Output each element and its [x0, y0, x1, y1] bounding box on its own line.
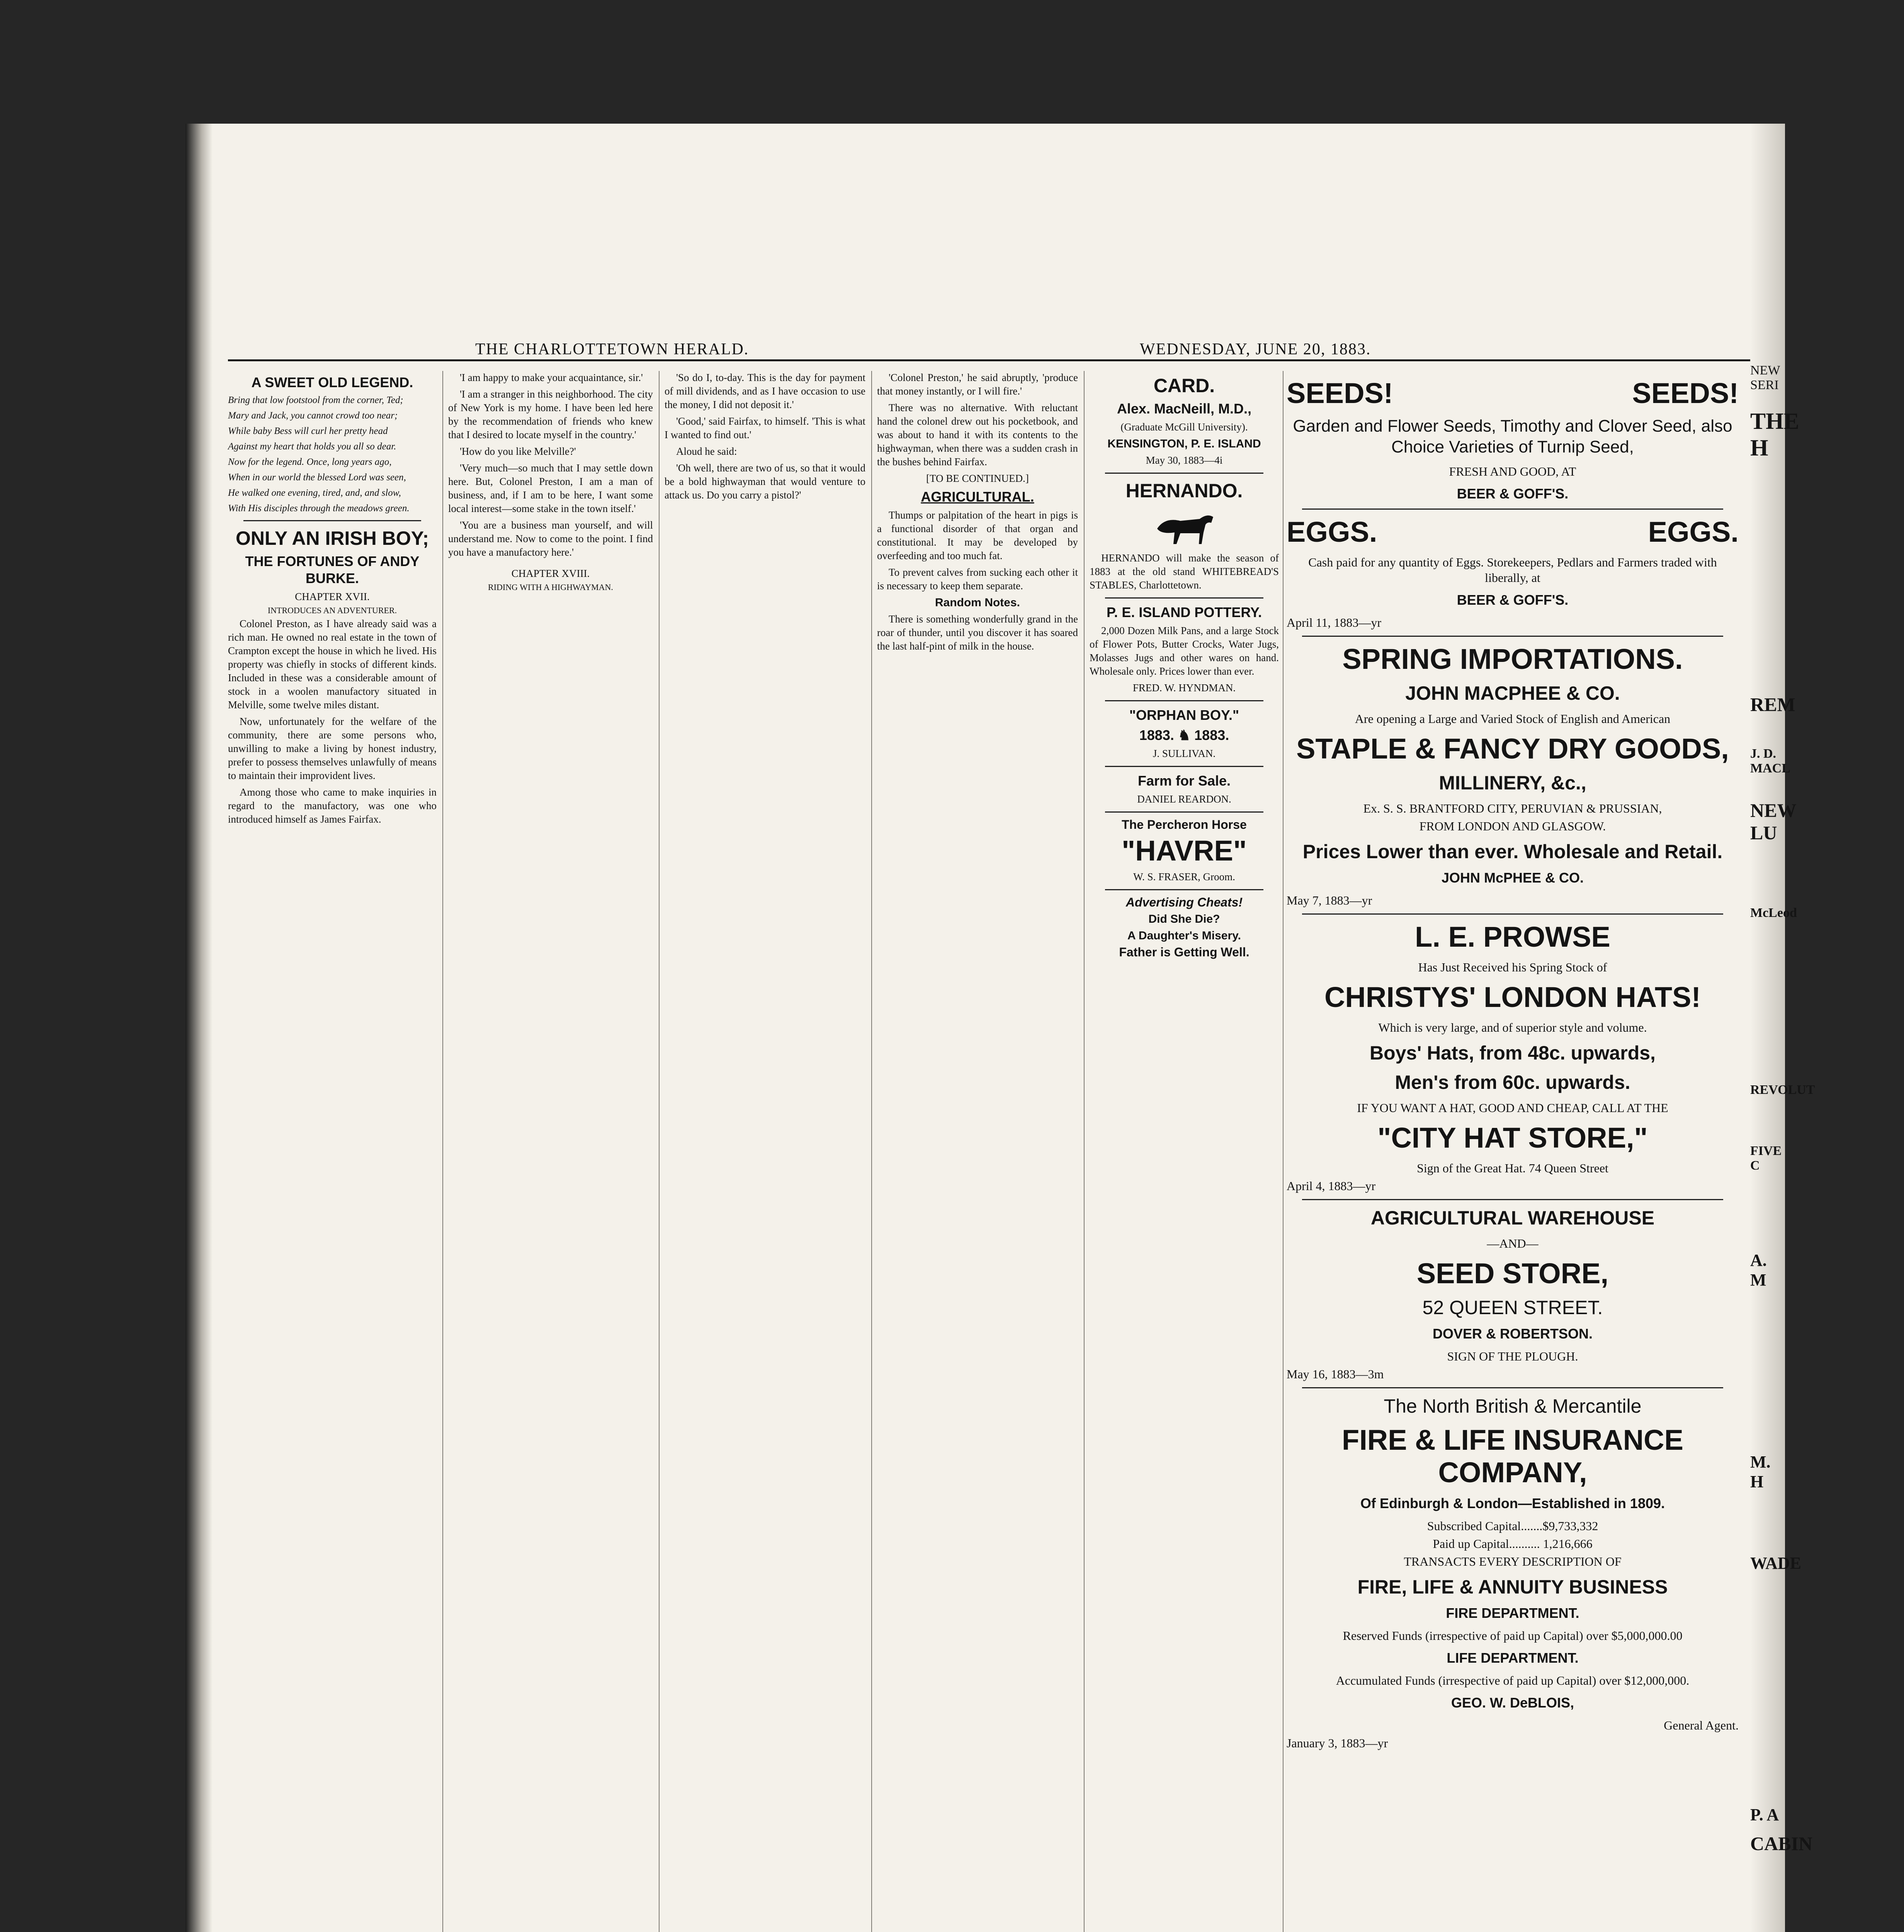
hernando-title: HERNANDO.: [1125, 480, 1243, 502]
macphee-date: May 7, 1883—yr: [1287, 893, 1372, 907]
story-subheadline: THE FORTUNES OF ANDY BURKE.: [245, 553, 420, 586]
column-5: [1090, 371, 1279, 1932]
article-paragraph: 'I am happy to make your acquaintance, sir.': [460, 372, 643, 383]
divider: [1302, 636, 1723, 637]
poem-line: While baby Bess will curl her pretty head: [228, 426, 388, 436]
card-date: May 30, 1883—4i: [1146, 454, 1223, 466]
nb-date: January 3, 1883—yr: [1287, 1736, 1388, 1750]
strip-text: NEW SERI: [1750, 363, 1780, 392]
strip-text: A. M: [1750, 1251, 1767, 1289]
millinery: MILLINERY, &c.,: [1439, 772, 1586, 794]
spring-title: SPRING IMPORTATIONS.: [1342, 643, 1683, 675]
father-title: Father is Getting Well.: [1119, 945, 1250, 959]
misery-title: A Daughter's Misery.: [1127, 929, 1241, 942]
poem-line: Bring that low footstool from the corner, Ted;: [228, 395, 403, 405]
article-paragraph: Among those who came to make inquiries in regard to the manufactory, was one who introduced himself as James Fairfax.: [228, 786, 437, 825]
boys-hats: Boys' Hats, from 48c. upwards,: [1370, 1042, 1656, 1064]
seeds-text: Garden and Flower Seeds, Timothy and Clover Seed, also Choice Varieties of Turnip Seed,: [1293, 417, 1732, 456]
column-rule: [1283, 371, 1284, 1932]
horse-icon: ♞: [1178, 727, 1191, 743]
farm-sale-title: Farm for Sale.: [1137, 773, 1231, 789]
divider: [1302, 1387, 1723, 1388]
year-left: 1883.: [1139, 727, 1174, 743]
strip-text: REVOLUT: [1750, 1083, 1815, 1097]
card-title: CARD.: [1153, 375, 1215, 396]
divider: [1105, 889, 1263, 890]
die-title: Did She Die?: [1148, 913, 1220, 925]
divider: [1302, 1199, 1723, 1200]
dover-date: May 16, 1883—3m: [1287, 1367, 1384, 1381]
staple-goods: STAPLE & FANCY DRY GOODS,: [1296, 733, 1729, 765]
article-paragraph: 'Very much—so much that I may settle down here. But, Colonel Preston, I am a man of business, and, if I am to be here, I want some local interest—some stake in the town itself.': [448, 462, 653, 514]
havre-sign: W. S. FRASER, Groom.: [1133, 871, 1235, 883]
sign-plough: SIGN OF THE PLOUGH.: [1447, 1349, 1578, 1363]
pottery-sign: FRED. W. HYNDMAN.: [1132, 682, 1236, 694]
chapter-heading: CHAPTER XVIII.: [511, 568, 590, 579]
poem-line: He walked one evening, tired, and, and slow,: [228, 488, 401, 498]
beer-goff: BEER & GOFF'S.: [1457, 486, 1569, 502]
article-paragraph: Thumps or palpitation of the heart in pigs is a functional disorder of that organ and constitutional. It may be developed by overfeeding and too much fat.: [877, 509, 1078, 561]
beer-goff: BEER & GOFF'S.: [1457, 592, 1569, 608]
orphan-sign: J. SULLIVAN.: [1153, 748, 1216, 759]
reserved-funds: Reserved Funds (irrespective of paid up Capital) over $5,000,000.00: [1343, 1629, 1683, 1643]
eggs-left: EGGS.: [1287, 516, 1377, 548]
strip-text: M. H: [1750, 1452, 1771, 1491]
fire-dept: FIRE DEPARTMENT.: [1446, 1605, 1579, 1621]
sign-of-hat: Sign of the Great Hat. 74 Queen Street: [1417, 1161, 1608, 1175]
general-agent: General Agent.: [1664, 1718, 1739, 1732]
story-headline: ONLY AN IRISH BOY;: [235, 527, 429, 549]
strip-text: P. A: [1750, 1805, 1779, 1824]
chapter-heading: CHAPTER XVII.: [295, 591, 370, 602]
masthead-title: THE CHARLOTTETOWN HERALD.: [475, 340, 749, 358]
newspaper-page: [185, 124, 1815, 1932]
macphee-ships: Ex. S. S. BRANTFORD CITY, PERUVIAN & PRUSSIAN,: [1363, 801, 1662, 815]
adjacent-page-strip: [1750, 124, 1815, 1932]
card-grad: (Graduate McGill University).: [1120, 421, 1248, 433]
eggs-heading: [1287, 516, 1739, 548]
macphee-from: FROM LONDON AND GLASGOW.: [1419, 819, 1606, 833]
strip-text: NEW LU: [1750, 799, 1796, 844]
strip-text: REM: [1750, 694, 1795, 715]
edinburgh: Of Edinburgh & London—Established in 1809.: [1360, 1495, 1665, 1511]
debloise: GEO. W. DeBLOIS,: [1451, 1695, 1574, 1711]
eggs-right: EGGS.: [1648, 516, 1739, 548]
poem-line: When in our world the blessed Lord was seen,: [228, 472, 406, 483]
poem-line: Against my heart that holds you all so dear.: [228, 441, 396, 452]
mens-hats: Men's from 60c. upwards.: [1395, 1071, 1630, 1093]
article-paragraph: Aloud he said:: [676, 446, 737, 457]
divider: [1302, 509, 1723, 510]
strip-text: FIVE C: [1750, 1144, 1782, 1173]
article-paragraph: 2,000 Dozen Milk Pans, and a large Stock of Flower Pots, Butter Crocks, Water Jugs, Molasses Jugs and other wares on hand. Wholesale only. Prices lower than ever.: [1090, 625, 1279, 677]
divider: [1302, 913, 1723, 915]
article-paragraph: To prevent calves from sucking each other it is necessary to keep them separate.: [877, 566, 1078, 592]
divider: [1105, 597, 1263, 599]
column-rule: [442, 371, 443, 1932]
seeds-left: SEEDS!: [1287, 377, 1393, 409]
divider: [1105, 700, 1263, 701]
divider: [243, 520, 421, 521]
article-paragraph: 'You are a business man yourself, and will understand me. Now to come to the point. I find you have a manufactory here.': [448, 519, 653, 558]
macphee-sign: JOHN McPHEE & CO.: [1441, 870, 1584, 886]
article-paragraph: 'Oh well, there are two of us, so that it would be a bold highwayman that would venture to attack us. Do you carry a pistol?': [665, 462, 865, 501]
percheron-title: The Percheron Horse: [1122, 818, 1247, 832]
nb-title: The North British & Mercantile: [1384, 1395, 1642, 1417]
column-rule: [871, 371, 872, 1932]
seeds-right: SEEDS!: [1632, 377, 1739, 409]
poem-line: Mary and Jack, you cannot crowd too near;: [228, 410, 398, 421]
strip-text: THE H: [1750, 408, 1799, 461]
article-paragraph: Now, unfortunately for the welfare of the community, there are some persons who, unwilling to make a living by honest industry, prefer to possess themselves unlawfully of means to maintain their improvident lives.: [228, 716, 437, 781]
article-paragraph: Colonel Preston, as I have already said was a rich man. He owned no real estate in the town of Crampton except the house in which he lived. His property was chiefly in stocks of different kinds. Included in these was a considerable amount of stock in a woolen manufactory situated in Melville, some twelve miles distant.: [228, 618, 437, 711]
prowse-sub: Has Just Received his Spring Stock of: [1418, 960, 1607, 974]
fire-life-company: FIRE & LIFE INSURANCE COMPANY,: [1342, 1424, 1683, 1488]
card-name: Alex. MacNeill, M.D.,: [1117, 401, 1252, 417]
article-paragraph: 'I am a stranger in this neighborhood. The city of New York is my home. I have been led here by the recommendation of friends who knew that I desired to locate myself in the country.': [448, 388, 653, 440]
chapter-subheading: RIDING WITH A HIGHWAYMAN.: [488, 582, 613, 592]
strip-text: McLeod: [1750, 906, 1797, 920]
article-paragraph: 'Good,' said Fairfax, to himself. 'This is what I wanted to find out.': [665, 415, 865, 440]
masthead-date: WEDNESDAY, JUNE 20, 1883.: [1140, 340, 1371, 358]
column-1: [228, 371, 437, 1932]
strip-text: CABIN: [1750, 1833, 1813, 1854]
prowse-desc: Which is very large, and of superior style and volume.: [1378, 1020, 1647, 1034]
poem-title: A SWEET OLD LEGEND.: [251, 374, 413, 390]
paidup-capital: Paid up Capital.......... 1,216,666: [1433, 1537, 1593, 1551]
agricultural-heading: AGRICULTURAL.: [921, 489, 1034, 505]
prices-lower: Prices Lower than ever. Wholesale and Retail.: [1302, 841, 1723, 862]
column-2: [448, 371, 653, 1932]
seed-address: 52 QUEEN STREET.: [1422, 1297, 1603, 1318]
poem-line: With His disciples through the meadows green.: [228, 503, 410, 514]
farm-sign: DANIEL REARDON.: [1137, 793, 1231, 805]
city-hat-store: "CITY HAT STORE,": [1377, 1122, 1648, 1154]
seed-store: SEED STORE,: [1416, 1257, 1609, 1289]
year-right: 1883.: [1194, 727, 1229, 743]
annuity-business: FIRE, LIFE & ANNUITY BUSINESS: [1357, 1576, 1668, 1598]
agri-warehouse: AGRICULTURAL WAREHOUSE: [1370, 1207, 1655, 1229]
advertisement-column: [1287, 371, 1739, 1932]
cheats-title: Advertising Cheats!: [1125, 895, 1243, 909]
orphan-boy-title: "ORPHAN BOY.": [1129, 707, 1239, 723]
article-paragraph: HERNANDO will make the season of 1883 at the old stand WHITEBREAD'S STABLES, Charlottetown.: [1090, 552, 1279, 591]
macphee-name: JOHN MACPHEE & CO.: [1405, 682, 1620, 704]
want-hat: IF YOU WANT A HAT, GOOD AND CHEAP, CALL AT THE: [1357, 1101, 1668, 1115]
card-place: KENSINGTON, P. E. ISLAND: [1107, 437, 1261, 450]
prowse-name: L. E. PROWSE: [1415, 921, 1610, 953]
christys-hats: CHRISTYS' LONDON HATS!: [1324, 981, 1701, 1013]
article-paragraph: There is something wonderfully grand in the roar of thunder, until you discover it has soared the last half-pint of milk in the house.: [877, 613, 1078, 652]
dover-robertson: DOVER & ROBERTSON.: [1432, 1326, 1593, 1342]
divider: [1105, 766, 1263, 767]
eggs-text: Cash paid for any quantity of Eggs. Storekeepers, Pedlars and Farmers traded with liberally, at: [1308, 555, 1717, 585]
prowse-date: April 4, 1883—yr: [1287, 1179, 1376, 1193]
accumulated-funds: Accumulated Funds (irrespective of paid up Capital) over $12,000,000.: [1336, 1673, 1690, 1687]
strip-text: WADE: [1750, 1554, 1802, 1573]
divider: [1105, 473, 1263, 474]
column-3: [665, 371, 865, 1932]
article-paragraph: 'Colonel Preston,' he said abruptly, 'produce that money instantly, or I will fire.': [877, 372, 1078, 397]
eggs-date: April 11, 1883—yr: [1287, 616, 1382, 629]
horse-icon: [1090, 505, 1279, 551]
orphan-boy-years: [1090, 727, 1279, 744]
article-paragraph: There was no alternative. With reluctant hand the colonel drew out his pocketbook, and was about to hand it with its contents to the highwayman, when there was a sudden crash in the bushes behind Fairfax.: [877, 402, 1078, 468]
life-dept: LIFE DEPARTMENT.: [1447, 1650, 1579, 1666]
havre-title: "HAVRE": [1122, 835, 1247, 867]
article-paragraph: 'How do you like Melville?': [460, 446, 576, 457]
random-notes-heading: Random Notes.: [935, 596, 1020, 609]
column-4: [877, 371, 1078, 1932]
column-rule: [659, 371, 660, 1932]
transacts: TRANSACTS EVERY DESCRIPTION OF: [1404, 1554, 1622, 1568]
poem-line: Now for the legend. Once, long years ago,: [228, 457, 392, 467]
subscribed-capital: Subscribed Capital.......$9,733,332: [1427, 1519, 1598, 1533]
column-rule: [1084, 371, 1085, 1932]
macphee-text: Are opening a Large and Varied Stock of English and American: [1355, 712, 1671, 726]
seeds-heading: [1287, 377, 1739, 410]
divider: [1105, 811, 1263, 813]
seeds-fresh: FRESH AND GOOD, AT: [1449, 464, 1576, 478]
and-text: —AND—: [1487, 1236, 1538, 1250]
chapter-subheading: INTRODUCES AN ADVENTURER.: [267, 605, 397, 615]
to-be-continued: [TO BE CONTINUED.]: [926, 473, 1029, 484]
strip-text: J. D. MACL: [1750, 747, 1790, 776]
page-header: [228, 340, 1773, 361]
article-paragraph: 'So do I, to-day. This is the day for payment of mill dividends, and as I have occasion to use the money, I did not deposit it.': [665, 372, 865, 410]
pottery-title: P. E. ISLAND POTTERY.: [1106, 604, 1262, 620]
